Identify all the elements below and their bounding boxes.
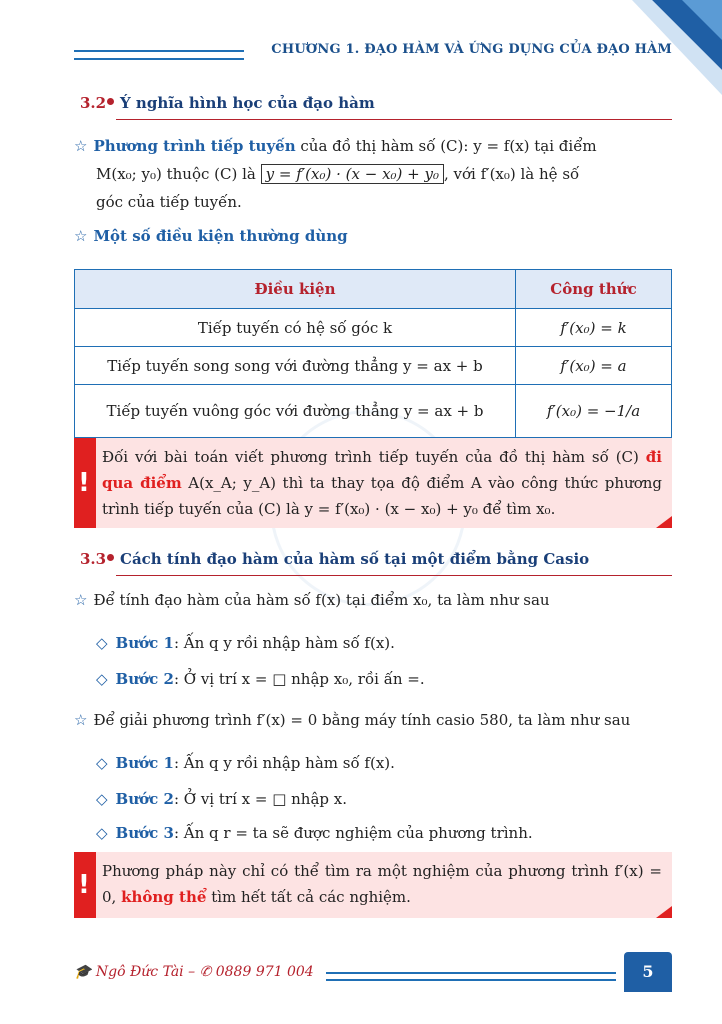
step-item <box>96 752 395 774</box>
diamond-icon: ◇ <box>96 670 108 688</box>
header-lines <box>74 50 244 60</box>
exclamation-icon: ! <box>78 468 90 498</box>
table-cell-condition: Tiếp tuyến vuông góc với đường thẳng y = ax + b <box>75 385 516 438</box>
diamond-icon: ◇ <box>96 754 108 772</box>
table-cell-formula: f′(x₀) = −1/a <box>516 385 672 438</box>
conditions-table <box>74 269 672 438</box>
step-label: Bước 2 <box>115 670 174 688</box>
intro-2-text: Để giải phương trình f′(x) = 0 bằng máy tính casio 580, ta làm như sau <box>93 711 631 729</box>
table-row <box>75 385 672 438</box>
note-1-highlight: đi qua điểm <box>102 448 662 492</box>
table-header-formula: Công thức <box>516 270 672 309</box>
footer-author <box>74 964 314 980</box>
tangent-formula: y = f′(x₀) · (x − x₀) + y₀ <box>261 164 444 184</box>
step-item <box>96 668 425 690</box>
step-label: Bước 1 <box>115 634 174 652</box>
tangent-text-2a: M(x₀; y₀) thuộc (C) là <box>96 165 256 183</box>
step-item <box>96 822 533 844</box>
section-number: 3.3 <box>80 550 107 568</box>
tangent-definition <box>74 132 672 216</box>
diamond-icon: ◇ <box>96 790 108 808</box>
table-cell-formula: f′(x₀) = a <box>516 347 672 385</box>
table-row <box>75 347 672 385</box>
step-label: Bước 2 <box>115 790 174 808</box>
table-row <box>75 309 672 347</box>
note-1-text-a: Đối với bài toán viết phương trình tiếp tuyến của đồ thị hàm số (C) <box>102 448 639 466</box>
table-header-row <box>75 270 672 309</box>
section-3-2-heading <box>80 92 672 120</box>
page-number: 5 <box>624 952 672 992</box>
step-label: Bước 3 <box>115 824 174 842</box>
star-icon: ☆ <box>74 591 88 609</box>
step-item <box>96 632 395 654</box>
note-1-text-b: A(x_A; y_A) thì ta thay tọa độ điểm A vào công thức phương trình tiếp tuyến của (C) là y = f′(x₀) · (x − x₀) + y₀ để tìm x₀. <box>102 474 662 518</box>
section-bullet <box>107 98 114 105</box>
step-text: : Ấn q r = ta sẽ được nghiệm của phương trình. <box>173 824 533 842</box>
conditions-heading-text: Một số điều kiện thường dùng <box>93 227 348 245</box>
star-icon: ☆ <box>74 137 88 155</box>
section-title: Ý nghĩa hình học của đạo hàm <box>120 94 375 112</box>
note-box-1 <box>74 438 672 528</box>
page-footer <box>74 958 672 992</box>
chapter-title: CHƯƠNG 1. ĐẠO HÀM VÀ ỨNG DỤNG CỦA ĐẠO HÀM <box>271 42 672 57</box>
section-3-3-heading <box>80 548 672 576</box>
footer-author-text: Ngô Đức Tài – ✆ 0889 971 004 <box>95 964 314 980</box>
conditions-heading <box>74 222 672 250</box>
star-icon: ☆ <box>74 227 88 245</box>
table-cell-condition: Tiếp tuyến có hệ số góc k <box>75 309 516 347</box>
tangent-text-1: của đồ thị hàm số (C): y = f(x) tại điểm <box>300 137 597 155</box>
graduation-cap-icon: 🎓 <box>74 964 92 980</box>
tangent-text-3: góc của tiếp tuyến. <box>96 193 242 211</box>
star-icon: ☆ <box>74 711 88 729</box>
section-underline <box>116 119 672 120</box>
intro-2 <box>74 706 672 734</box>
note-2-text-b: tìm hết tất cả các nghiệm. <box>211 888 411 906</box>
table-header-condition: Điều kiện <box>75 270 516 309</box>
note-2-highlight: không thể <box>121 888 207 906</box>
section-number: 3.2 <box>80 94 107 112</box>
footer-lines <box>326 972 616 981</box>
section-underline <box>116 575 672 576</box>
intro-1 <box>74 586 672 614</box>
intro-1-text: Để tính đạo hàm của hàm số f(x) tại điểm x₀, ta làm như sau <box>93 591 550 609</box>
corner-fold <box>656 516 672 528</box>
step-item <box>96 788 347 810</box>
step-text: : Ấn q y rồi nhập hàm số f(x). <box>173 754 395 772</box>
diamond-icon: ◇ <box>96 824 108 842</box>
step-text: : Ở vị trí x = □ nhập x₀, rồi ấn =. <box>173 670 425 688</box>
step-label: Bước 1 <box>115 754 174 772</box>
exclamation-icon: ! <box>78 870 90 900</box>
section-title: Cách tính đạo hàm của hàm số tại một điểm bằng Casio <box>120 550 590 568</box>
section-bullet <box>107 554 114 561</box>
step-text: : Ấn q y rồi nhập hàm số f(x). <box>173 634 395 652</box>
table-cell-condition: Tiếp tuyến song song với đường thẳng y = ax + b <box>75 347 516 385</box>
tangent-text-2b: , với f′(x₀) là hệ số <box>444 165 580 183</box>
corner-fold <box>656 906 672 918</box>
note-2-text-a: Phương pháp này chỉ có thể tìm ra một nghiệm của phương trình f′(x) = 0, <box>102 862 662 906</box>
note-box-2 <box>74 852 672 918</box>
chapter-header <box>74 42 672 62</box>
step-text: : Ở vị trí x = □ nhập x. <box>173 790 347 808</box>
table-cell-formula: f′(x₀) = k <box>516 309 672 347</box>
tangent-term: Phương trình tiếp tuyến <box>93 137 296 155</box>
diamond-icon: ◇ <box>96 634 108 652</box>
